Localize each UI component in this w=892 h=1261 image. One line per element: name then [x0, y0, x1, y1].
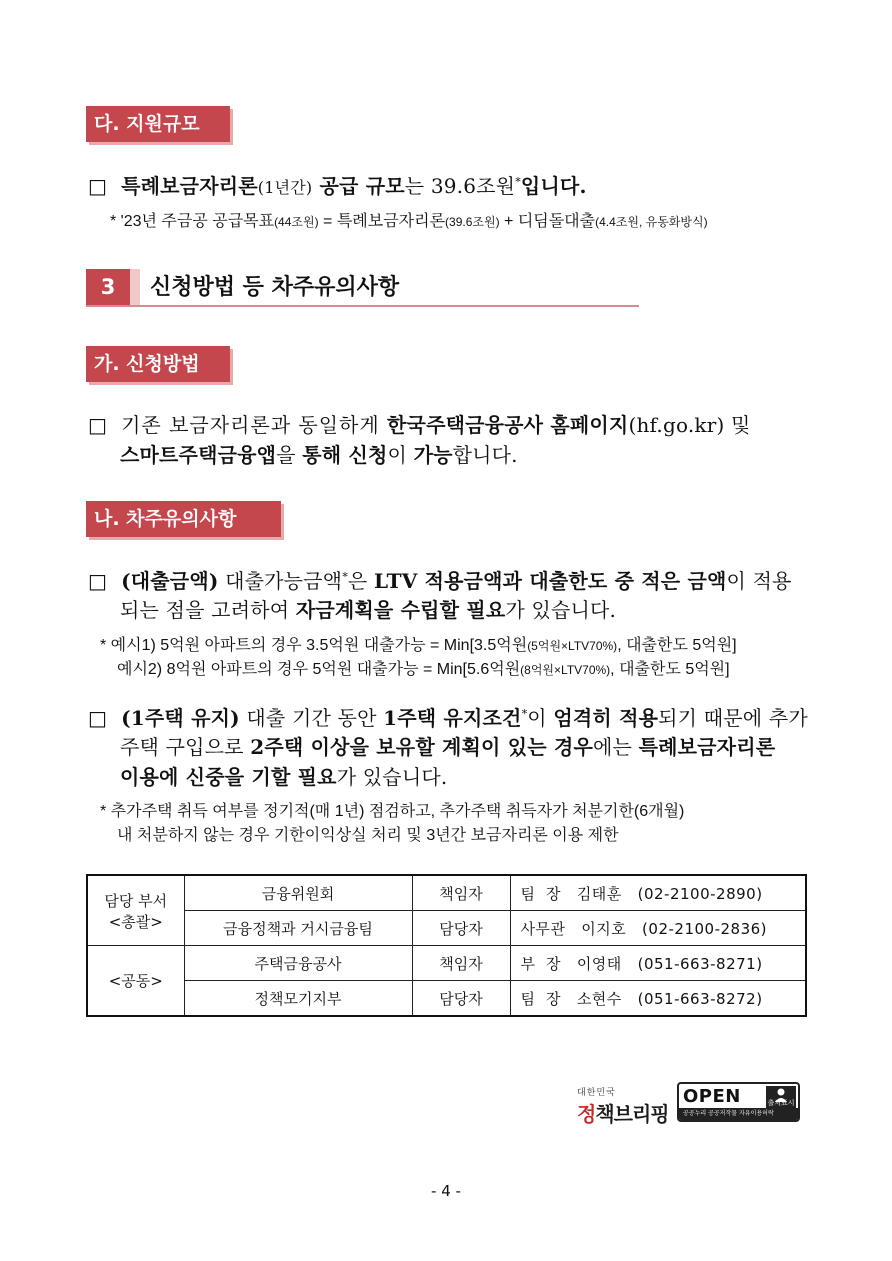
text: , 대출한도 5억원] [617, 637, 737, 654]
text: 대출 기간 동안 [239, 706, 384, 730]
text: 스마트주택금융앱 [120, 443, 277, 467]
table-row [87, 875, 806, 911]
text: 책브리핑 [595, 1102, 669, 1126]
checkbox-bullet: □ [88, 413, 108, 437]
text: * '23년 주금공 공급목표 [110, 213, 275, 230]
text: 가 있습니다. [336, 765, 448, 789]
paragraph-application-line2 [120, 439, 518, 468]
text: * [521, 707, 528, 721]
text: 가능 [413, 443, 453, 467]
footnote-example2 [117, 656, 730, 679]
table-cell: 정책모기지부 [184, 981, 412, 1017]
paragraph-loan-amount-line2 [120, 594, 616, 623]
text: 합니다. [452, 443, 518, 467]
text: 되기 때문에 추가 [658, 706, 808, 730]
text: 되는 점을 고려하여 [120, 598, 296, 622]
text: 정 [577, 1102, 596, 1126]
text: 가 있습니다. [505, 598, 617, 622]
text: 39.6조원 [430, 174, 516, 198]
section-number: 3 [86, 269, 130, 305]
text: <총괄> [108, 912, 163, 931]
text: 입니다. [520, 174, 587, 198]
table-cell: 팀 장 소현수 (051-663-8272) [510, 981, 806, 1017]
text: 대출가능금액 [218, 569, 343, 593]
table-row [87, 981, 806, 1017]
table-cell: 책임자 [412, 875, 510, 911]
text: 이 [387, 443, 414, 467]
text: 예시2) 8억원 아파트의 경우 5억원 대출가능 = Min[5.6억원 [117, 661, 521, 678]
text: OPEN [683, 1086, 741, 1107]
text: 이 [527, 706, 554, 730]
person-icon [766, 1086, 796, 1108]
text: 공급 규모 [312, 174, 405, 198]
text: (대출금액) [121, 569, 219, 593]
text: 기존 보금자리론과 동일하게 [121, 413, 388, 437]
text: 1주택 유지조건 [383, 706, 522, 730]
footnote-supply-target [110, 208, 708, 231]
table-cell: 담당자 [412, 911, 510, 946]
text: (hf.go.kr) 및 [628, 413, 751, 437]
text: 담당 부서 [104, 891, 168, 910]
paragraph-application-line1 [88, 409, 751, 438]
section-underline [86, 305, 639, 307]
text: 공공누리 공공저작물 자유이용허락 [679, 1108, 798, 1120]
section-tag-borrower-notes: 나. 차주유의사항 [86, 501, 281, 537]
text: 이 적용 [726, 569, 792, 593]
paragraph-one-house-line3 [120, 761, 447, 790]
section-title: 신청방법 등 차주유의사항 [150, 275, 400, 300]
section-accent [130, 269, 140, 305]
text: (39.6조원) [445, 215, 500, 229]
text: 는 [404, 174, 431, 198]
text: 대한민국 [577, 1088, 616, 1098]
text: 은 [347, 569, 374, 593]
text: 주택 구입으로 [120, 735, 251, 759]
text: (1주택 유지) [121, 706, 240, 730]
paragraph-loan-amount-line1 [88, 565, 792, 594]
text: 특례보금자리론 [121, 174, 258, 198]
text: 한국주택금융공사 홈페이지 [387, 413, 629, 437]
text: (8억원×LTV70%) [520, 663, 611, 677]
checkbox-bullet: □ [88, 569, 108, 593]
section-tag-application: 가. 신청방법 [86, 346, 230, 382]
table-cell: 금융정책과 거시금융팀 [184, 911, 412, 946]
text: (44조원) [274, 215, 319, 229]
table-row [87, 946, 806, 981]
text: LTV 적용금액과 대출한도 중 적은 금액 [373, 569, 727, 593]
text: 을 [276, 443, 303, 467]
footnote-additional-house-line1: * 추가주택 취득 여부를 정기적(매 1년) 점검하고, 추가주택 취득자가 처분기한(6개월) [100, 803, 685, 820]
table-cell: 금융위원회 [184, 875, 412, 911]
text: 에는 [592, 735, 639, 759]
text: * [342, 570, 348, 584]
table-cell: 담당자 [412, 981, 510, 1017]
dept-group-main [87, 875, 184, 946]
text: * 예시1) 5억원 아파트의 경우 3.5억원 대출가능 = Min[3.5억원 [100, 637, 528, 654]
text: 엄격히 적용 [553, 706, 659, 730]
text: 자금계획을 수립할 필요 [295, 598, 506, 622]
table-cell: 주택금융공사 [184, 946, 412, 981]
policy-briefing-logo [577, 1085, 669, 1127]
table-cell: 부 장 이영태 (051-663-8271) [510, 946, 806, 981]
text: 이용에 신중을 기할 필요 [120, 765, 337, 789]
page-number: - 4 - [431, 1182, 461, 1200]
text: (4.4조원, 유동화방식) [595, 215, 708, 229]
paragraph-one-house-line2 [120, 731, 775, 760]
checkbox-bullet: □ [88, 174, 108, 198]
footnote-additional-house-line2: 내 처분하지 않는 경우 기한이익상실 처리 및 3년간 보금자리론 이용 제한 [117, 827, 619, 844]
text: (5억원×LTV70%) [527, 639, 618, 653]
footnote-example1 [100, 632, 737, 655]
text: , 대출한도 5억원] [610, 661, 730, 678]
paragraph-scale [88, 170, 587, 199]
checkbox-bullet: □ [88, 706, 108, 730]
text: 통해 신청 [302, 443, 388, 467]
paragraph-one-house-line1 [88, 702, 808, 731]
table-cell: 사무관 이지호 (02-2100-2836) [510, 911, 806, 946]
text: + 디딤돌대출 [499, 213, 596, 230]
text: 특례보금자리론 [638, 735, 776, 759]
kogl-open-license-logo [677, 1082, 800, 1122]
contact-table [86, 874, 807, 1017]
dept-group-joint: <공동> [87, 946, 184, 1017]
text: * [515, 175, 521, 189]
text: 출처표시 [767, 1099, 795, 1107]
text: = 특례보금자리론 [318, 213, 446, 230]
text: 2주택 이상을 보유할 계획이 있는 경우 [250, 735, 593, 759]
text: (1년간) [257, 178, 313, 197]
table-cell: 팀 장 김태훈 (02-2100-2890) [510, 875, 806, 911]
table-row [87, 911, 806, 946]
section-tag-scale: 다. 지원규모 [86, 106, 230, 142]
table-cell: 책임자 [412, 946, 510, 981]
